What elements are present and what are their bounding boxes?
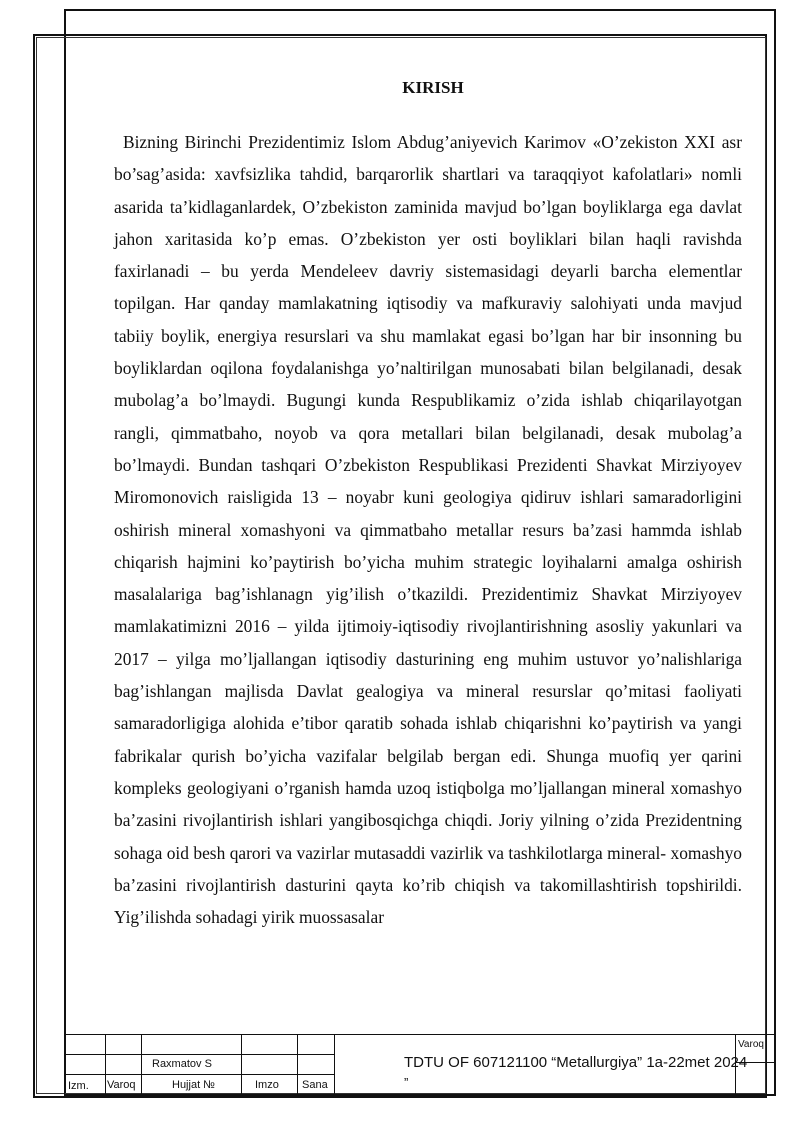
document-title: KIRISH <box>402 78 464 97</box>
stamp-cell <box>241 1054 298 1075</box>
stamp-document-code: TDTU OF 607121100 “Metallurgiya” 1a-22met 2024 <box>404 1054 748 1071</box>
document-content <box>114 70 742 933</box>
stamp-cell <box>297 1054 335 1075</box>
stamp-cell <box>241 1034 298 1055</box>
stamp-cell <box>297 1034 335 1055</box>
stamp-document-code-tail: ” <box>404 1075 409 1090</box>
stamp-hujjat-label: Hujjat № <box>172 1079 215 1091</box>
stamp-cell <box>105 1054 142 1075</box>
stamp-varoq-label: Varoq <box>107 1079 136 1091</box>
stamp-izm-label: Izm. <box>68 1080 89 1092</box>
stamp-imzo-label: Imzo <box>255 1079 279 1091</box>
stamp-sana-label: Sana <box>302 1079 328 1091</box>
stamp-cell <box>105 1034 142 1055</box>
stamp-sheet-label: Varoq <box>738 1039 764 1050</box>
stamp-cell <box>141 1034 242 1055</box>
stamp-name: Raxmatov S <box>152 1058 212 1070</box>
title-block-stamp <box>64 1034 775 1096</box>
stamp-cell <box>64 1034 106 1055</box>
stamp-cell <box>64 1054 106 1075</box>
document-body: Bizning Birinchi Prezidentimiz Islom Abdug’aniyevich Karimov «O’zekiston XXI asr bo’sag’asida: xavfsizlika tahdid, barqarorlik shartlari va taraqqiyot kafolatlari» nomli asarida ta’kidlaganlardek, O’zbekiston zaminida mavjud bo’lgan boyliklarga ega davlat jahon xaritasida ko’p emas. O’zbekiston yer osti boyliklari bilan haqli ravishda faxirlanadi – bu yerda Mendeleev davriy sistemasidagi deyarli barcha elementlar topilgan. Har qanday mamlakatning iqtisodiy va mafkuraviy salohiyati unda mavjud tabiiy boylik, energiya resurslari va shu mamlakat egasi bo’lgan har bir insonning bu boyliklardan oqilona foydalanishga yo’naltirilgan munosabati bilan belgilanadi, desak mubolag’a bo’lmaydi. Bugungi kunda Respublikamiz o’zida ishlab chiqarilayotgan rangli, qimmatbaho, noyob va qora metallari bilan belgilanadi, desak mubolag’a bo’lmaydi. Bundan tashqari O’zbekiston Respublikasi Prezidenti Shavkat Mirziyoyev Miromonovich raisligida 13 – noyabr kuni geologiya qidiruv ishlari samaradorligini oshirish mineral xomashyoni va qimmatbaho metallar resurs ba’zasi hammda ishlab chiqarish hajmini ko’paytirish bo’yicha muhim strategic loyihalarni amalga oshirish masalalariga bag’ishlanagn yig’ilish o’tkazildi. Prezidentimiz Shavkat Mirziyoyev mamlakatimizni 2016 – yilda ijtimoiy-iqtisodiy rivojlantirishning asosliy yakunlari va 2017 – yilga mo’ljallangan iqtisodiy dasturining eng muhim ustuvor yo’nalishlariga bag’ishlangan majlisda Davlat gealogiya va mineral resurslar qo’mitasi faoliyati samaradorligiga alohida e’tibor qaratib sohada ishlab chiqarishni ko’paytirish va yangi fabrikalar qurish bo’yicha vazifalar belgilab bergan edi. Shunga muofiq yer qarini kompleks geologiyani o’rganish hamda uzoq istiqbolga mo’ljallangan mineral xomashyo ba’zasini rivojlantirish ishlari yangibosqichga chiqdi. Joriy yilning o’zida Prezidentning sohaga oid besh qarori va vazirlar mutasaddi vazirlik va tashkilotlarga mineral- xomashyo ba’zasini rivojlantirish dasturini qayta ko’rib chiqish va takomillashtirish topshirildi. Yig’ilishda sohadagi yirik muossasalar <box>114 132 742 928</box>
